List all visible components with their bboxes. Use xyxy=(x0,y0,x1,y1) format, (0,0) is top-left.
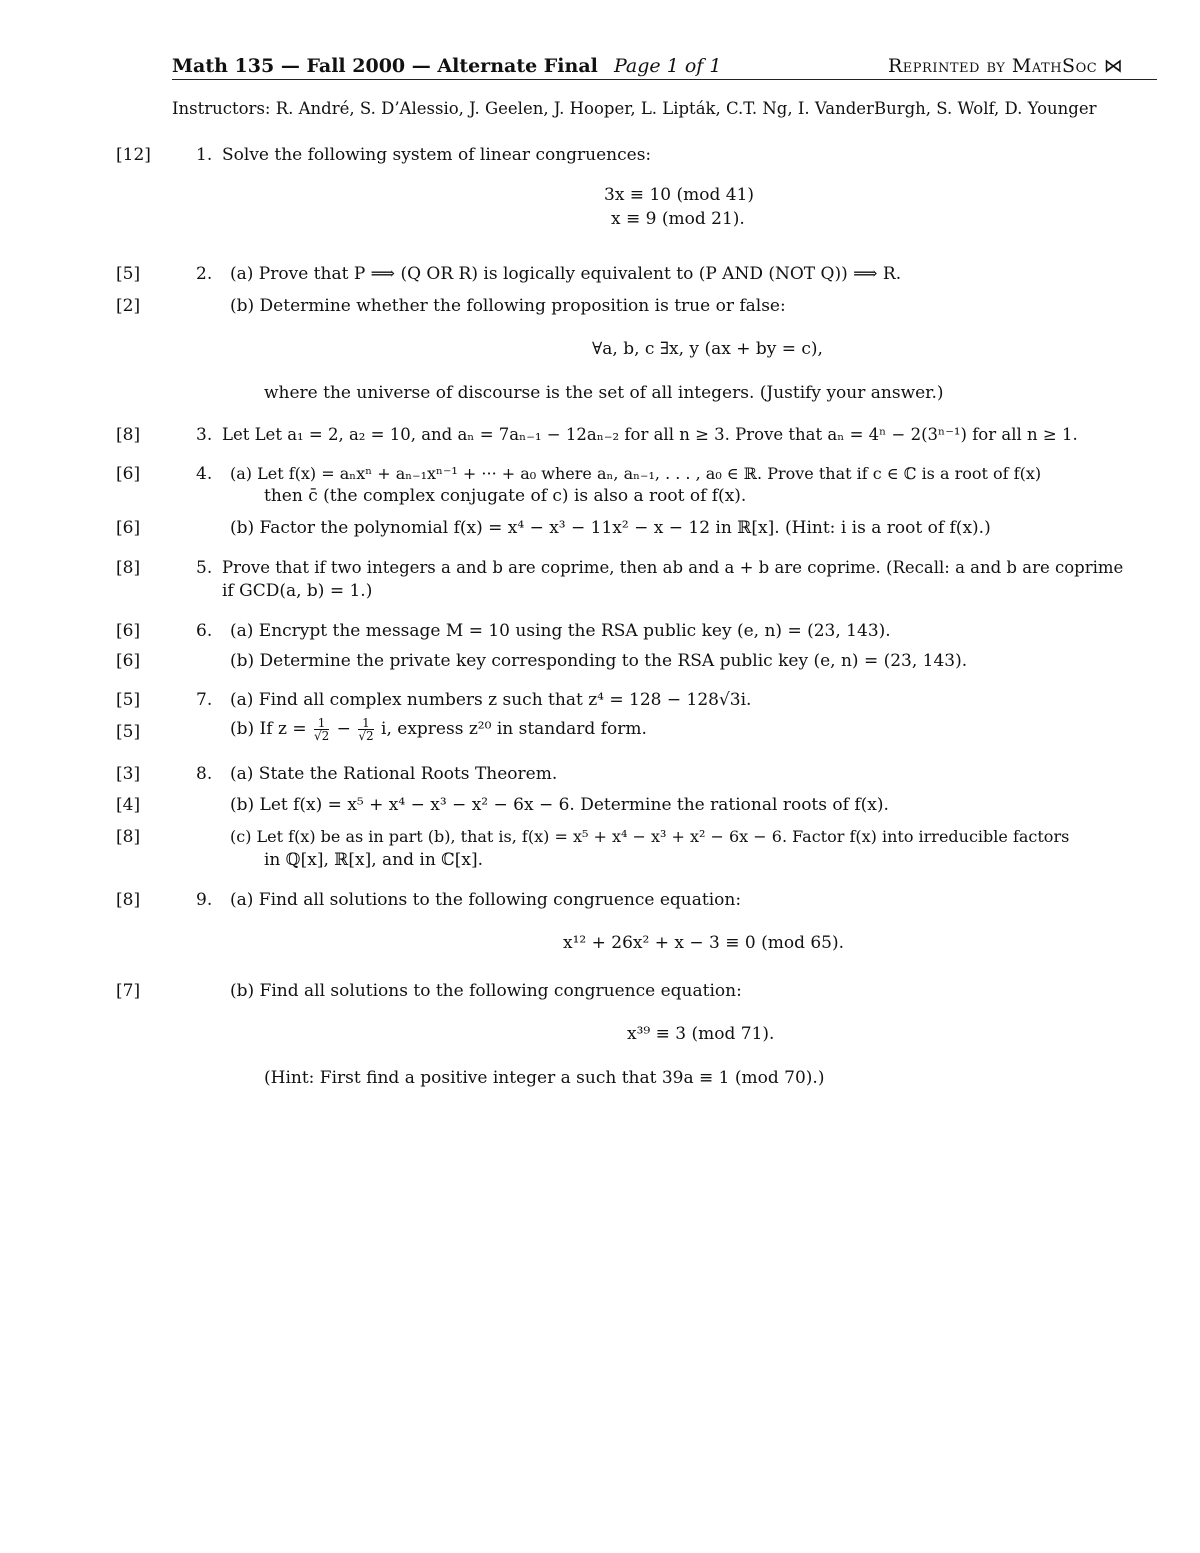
q4a-text-1: (a) Let f(x) = aₙxⁿ + aₙ₋₁xⁿ⁻¹ + ··· + a₀ where aₙ, aₙ₋₁, . . . , a₀ ∈ ℝ. Prove that if c ∈ ℂ is a root of f(x) xyxy=(230,464,1042,483)
q2-universe-note: where the universe of discourse is the set of all integers. (Justify your answer.) xyxy=(264,383,944,403)
frac-denominator: √2 xyxy=(358,729,374,743)
marks-q9a: [8] xyxy=(116,890,141,910)
frac-numerator: 1 xyxy=(314,717,329,730)
q5-text-1: Prove that if two integers a and b are coprime, then ab and a + b are coprime. (Recall: a and b are coprime xyxy=(222,558,1124,577)
q6-number: 6. xyxy=(196,621,213,641)
course-title: Math 135 — Fall 2000 — Alternate Final xyxy=(172,55,598,77)
q7b-text xyxy=(230,717,647,742)
marks-q6a: [6] xyxy=(116,621,141,641)
q1-number: 1. xyxy=(196,145,213,165)
q7b-prefix: (b) If z = xyxy=(230,719,312,739)
q7a-text: (a) Find all complex numbers z such that z⁴ = 128 − 128√3i. xyxy=(230,690,752,710)
q1-text: Solve the following system of linear congruences: xyxy=(222,145,652,165)
minus-sign: − xyxy=(336,719,351,739)
q2a-text: (a) Prove that P ⟹ (Q OR R) is logically equivalent to (P AND (NOT Q)) ⟹ R. xyxy=(230,264,902,284)
marks-q2a: [5] xyxy=(116,264,141,284)
q2b-text: (b) Determine whether the following proposition is true or false: xyxy=(230,296,786,316)
marks-q4a: [6] xyxy=(116,464,141,484)
q9b-equation: x³⁹ ≡ 3 (mod 71). xyxy=(627,1024,775,1044)
marks-q7a: [5] xyxy=(116,690,141,710)
q2-proposition: ∀a, b, c ∃x, y (ax + by = c), xyxy=(592,339,823,359)
q8a-text: (a) State the Rational Roots Theorem. xyxy=(230,764,558,784)
reprint-note: Reprinted by MathSoc ⋈ xyxy=(888,55,1124,77)
q9a-equation: x¹² + 26x² + x − 3 ≡ 0 (mod 65). xyxy=(563,933,845,953)
q7b-fraction-1 xyxy=(314,717,329,742)
q2-number: 2. xyxy=(196,264,213,284)
frac-denominator: √2 xyxy=(313,729,330,743)
q4a-text-2: then c̄ (the complex conjugate of c) is also a root of f(x). xyxy=(264,486,747,506)
q4-number: 4. xyxy=(196,464,213,484)
page-number: Page 1 of 1 xyxy=(614,55,722,77)
q9b-text: (b) Find all solutions to the following congruence equation: xyxy=(230,981,742,1001)
marks-q8b: [4] xyxy=(116,795,141,815)
marks-q2b: [2] xyxy=(116,296,141,316)
marks-q8a: [3] xyxy=(116,764,141,784)
q8c-text-1: (c) Let f(x) be as in part (b), that is, f(x) = x⁵ + x⁴ − x³ + x² − 6x − 6. Factor f(x) into irreducible factors xyxy=(230,827,1070,846)
q9-hint: (Hint: First find a positive integer a such that 39a ≡ 1 (mod 70).) xyxy=(264,1068,825,1088)
q1-equation-2: x ≡ 9 (mod 21). xyxy=(611,209,745,229)
instructors-line: Instructors: R. André, S. D’Alessio, J. Geelen, J. Hooper, L. Lipták, C.T. Ng, I. VanderBurgh, S. Wolf, D. Younger xyxy=(172,99,1097,118)
q4b-text: (b) Factor the polynomial f(x) = x⁴ − x³ − 11x² − x − 12 in ℝ[x]. (Hint: i is a root of f(x).) xyxy=(230,518,991,538)
header-rule xyxy=(172,79,1157,80)
q5-number: 5. xyxy=(196,558,213,578)
marks-q5: [8] xyxy=(116,558,141,578)
q8b-text: (b) Let f(x) = x⁵ + x⁴ − x³ − x² − 6x − 6. Determine the rational roots of f(x). xyxy=(230,795,889,815)
marks-q7b: [5] xyxy=(116,722,141,742)
marks-q8c: [8] xyxy=(116,827,141,847)
marks-q4b: [6] xyxy=(116,518,141,538)
marks-q6b: [6] xyxy=(116,651,141,671)
marks-q1: [12] xyxy=(116,145,151,165)
q8c-text-2: in ℚ[x], ℝ[x], and in ℂ[x]. xyxy=(264,850,483,870)
q3-text: Let Let a₁ = 2, a₂ = 10, and aₙ = 7aₙ₋₁ − 12aₙ₋₂ for all n ≥ 3. Prove that aₙ = 4ⁿ − 2(3ⁿ⁻¹) for all n ≥ 1. xyxy=(222,425,1078,444)
q6a-text: (a) Encrypt the message M = 10 using the RSA public key (e, n) = (23, 143). xyxy=(230,621,891,641)
q1-equation-1: 3x ≡ 10 (mod 41) xyxy=(604,185,755,205)
frac-numerator: 1 xyxy=(358,717,373,730)
q3-number: 3. xyxy=(196,425,213,445)
q6b-text: (b) Determine the private key corresponding to the RSA public key (e, n) = (23, 143). xyxy=(230,651,968,671)
q7b-fraction-2 xyxy=(358,717,373,742)
q9a-text: (a) Find all solutions to the following congruence equation: xyxy=(230,890,742,910)
q5-text-2: if GCD(a, b) = 1.) xyxy=(222,581,373,601)
q8-number: 8. xyxy=(196,764,213,784)
marks-q9b: [7] xyxy=(116,981,141,1001)
q9-number: 9. xyxy=(196,890,213,910)
marks-q3: [8] xyxy=(116,425,141,445)
q7-number: 7. xyxy=(196,690,213,710)
q7b-suffix: i, express z²⁰ in standard form. xyxy=(381,719,647,739)
